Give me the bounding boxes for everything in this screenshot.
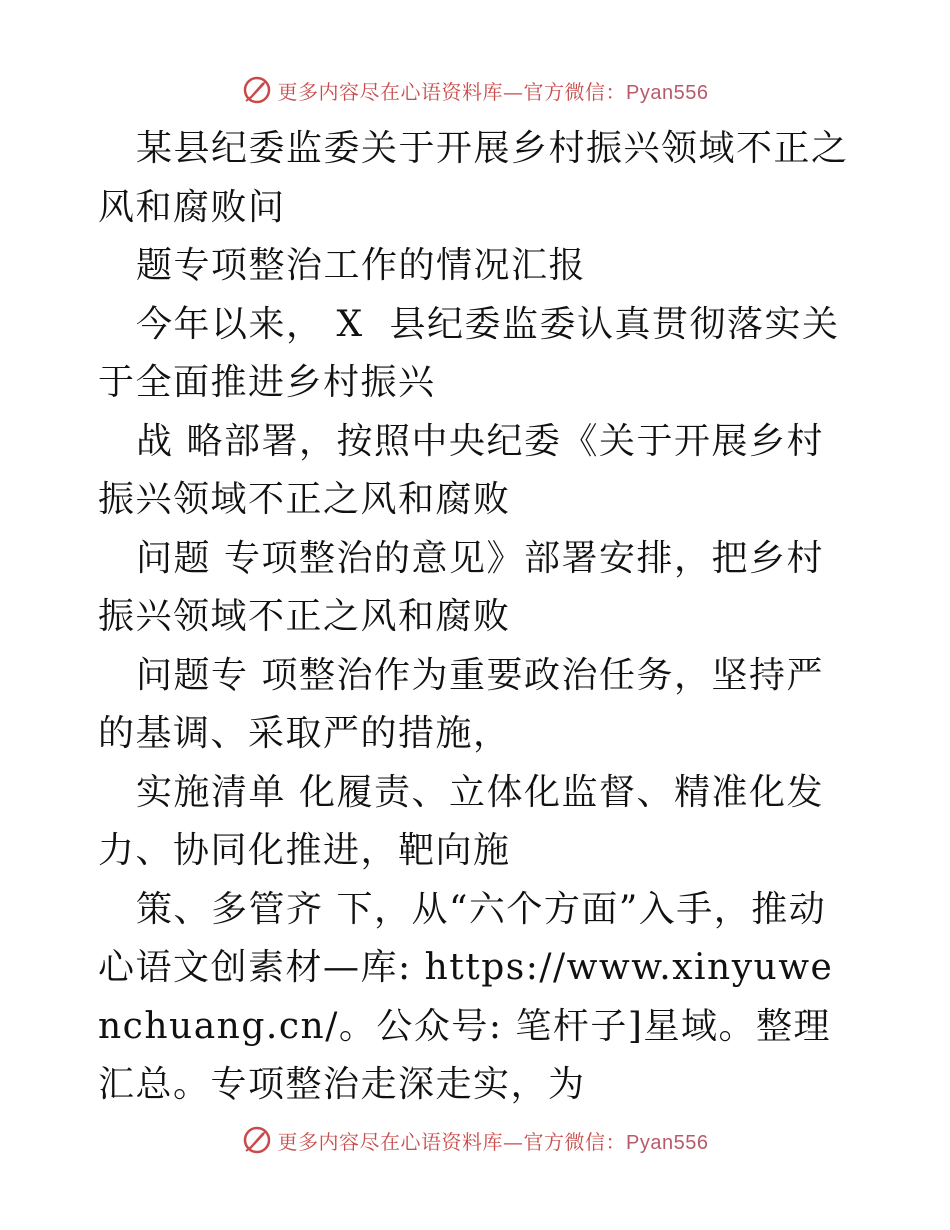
- banner-text: [278, 76, 709, 105]
- banner-label: 更多内容尽在心语资料库—官方微信：: [277, 79, 627, 104]
- document-body: [98, 120, 858, 1115]
- banner-label: 更多内容尽在心语资料库—官方微信：: [277, 1129, 627, 1154]
- quill-pen-logo-icon: [242, 75, 272, 105]
- banner-contact: Pyan556: [626, 1131, 709, 1154]
- header-banner: [0, 70, 950, 110]
- paragraph: 问题 专项整治的意见》部署安排，把乡村振兴领域不正之风和腐败: [98, 537, 824, 637]
- footer-banner: [0, 1120, 950, 1160]
- paragraph: 今年以来， X 县纪委监委认真贯彻落实关于全面推进乡村振兴: [98, 303, 840, 403]
- paragraph: 题专项整治工作的情况汇报: [136, 245, 587, 286]
- paragraph: 某县纪委监委关于开展乡村振兴领域不正之风和腐败问: [98, 128, 849, 228]
- paragraph: 战 略部署，按照中央纪委《关于开展乡村振兴领域不正之风和腐败: [98, 420, 824, 520]
- banner-contact: Pyan556: [626, 81, 709, 104]
- paragraph: 实施清单 化履责、立体化监督、精准化发力、协同化推进，靶向施: [98, 771, 824, 871]
- quill-pen-logo-icon: [242, 1125, 272, 1155]
- paragraph: 策、多管齐 下，从“六个方面”入手，推动心语文创素材—库: https://www.xinyuwenchuang.cn/。公众号: 笔杆子]星域。整理汇总。专项整治走深走实，为: [98, 888, 834, 1105]
- paragraph: 问题专 项整治作为重要政治任务，坚持严的基调、采取严的措施，: [98, 654, 824, 754]
- banner-text: [278, 1126, 709, 1155]
